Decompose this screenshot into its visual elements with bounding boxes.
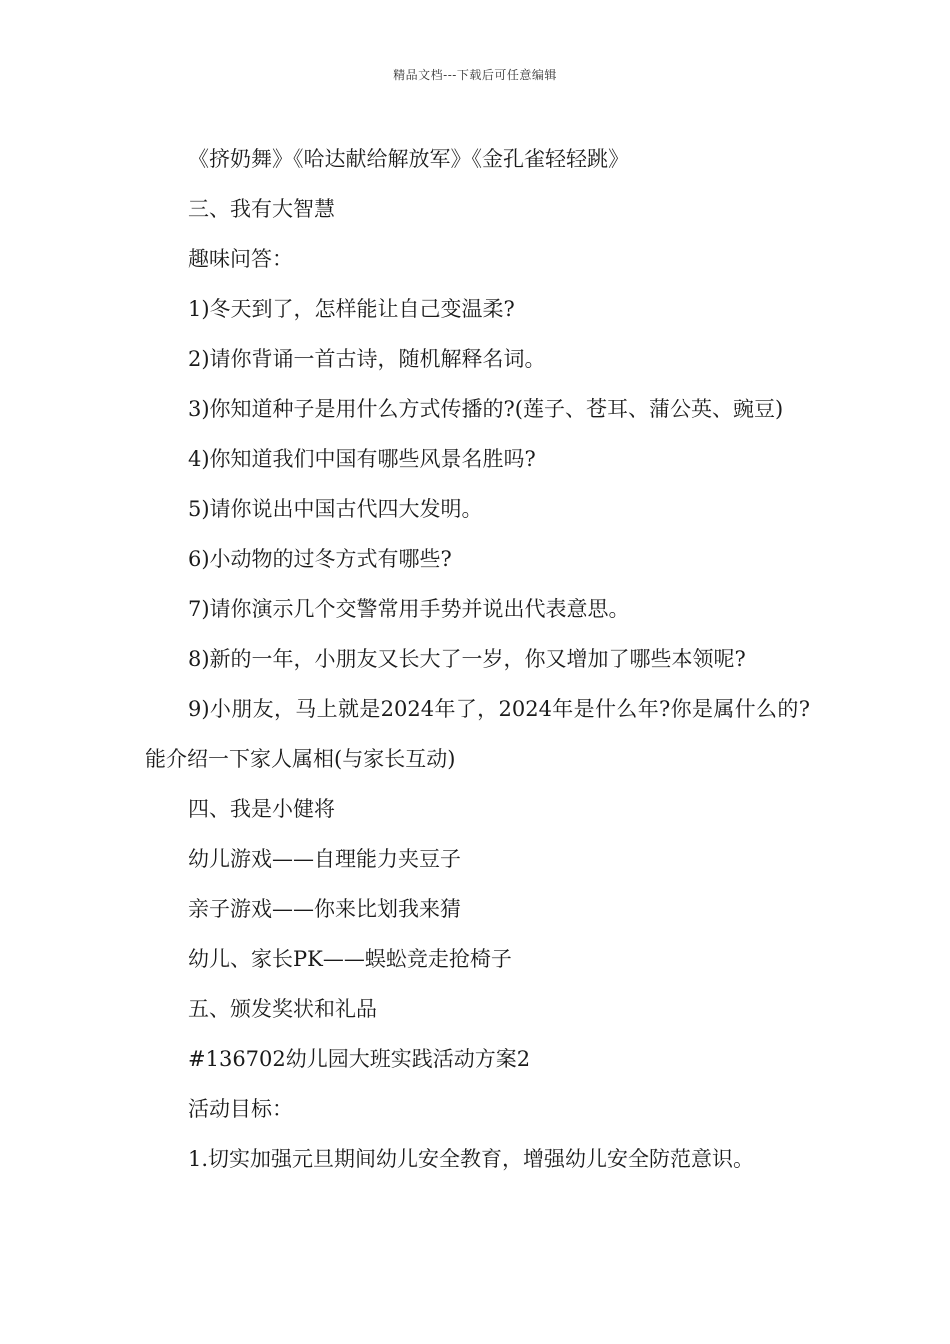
quiz-question-3: 3)你知道种子是用什么方式传播的?(莲子、苍耳、蒲公英、豌豆): [188, 397, 784, 421]
quiz-question-2: 2)请你背诵一首古诗，随机解释名词。: [188, 347, 546, 371]
section-heading-3: 三、我有大智慧: [188, 197, 335, 221]
page-header: 精品文档---下载后可任意编辑: [393, 68, 557, 82]
game-item-3: 幼儿、家长PK——蜈蚣竞走抢椅子: [188, 947, 512, 971]
quiz-question-6: 6)小动物的过冬方式有哪些?: [188, 547, 452, 571]
section-heading-4: 四、我是小健将: [188, 797, 335, 821]
quiz-question-1: 1)冬天到了，怎样能让自己变温柔?: [188, 297, 515, 321]
dance-list-line: 《挤奶舞》《哈达献给解放军》《金孔雀轻轻跳》: [188, 147, 629, 171]
quiz-question-5: 5)请你说出中国古代四大发明。: [188, 497, 483, 521]
quiz-question-7: 7)请你演示几个交警常用手势并说出代表意思。: [188, 597, 630, 621]
quiz-question-4: 4)你知道我们中国有哪些风景名胜吗?: [188, 447, 536, 471]
goals-label: 活动目标：: [188, 1097, 293, 1121]
quiz-question-8: 8)新的一年，小朋友又长大了一岁，你又增加了哪些本领呢?: [188, 647, 746, 671]
quiz-question-9: 9)小朋友，马上就是2024年了，2024年是什么年?你是属什么的?能介绍一下家人属相(与家长互动): [145, 697, 810, 771]
quiz-label: 趣味问答：: [188, 247, 293, 271]
plan-title: #136702幼儿园大班实践活动方案2: [188, 1047, 531, 1071]
section-heading-5: 五、颁发奖状和礼品: [188, 997, 377, 1021]
game-item-2: 亲子游戏——你来比划我来猜: [188, 897, 461, 921]
goal-item-1: 1.切实加强元旦期间幼儿安全教育，增强幼儿安全防范意识。: [188, 1147, 755, 1171]
document-body: [145, 134, 810, 1184]
game-item-1: 幼儿游戏——自理能力夹豆子: [188, 847, 461, 871]
